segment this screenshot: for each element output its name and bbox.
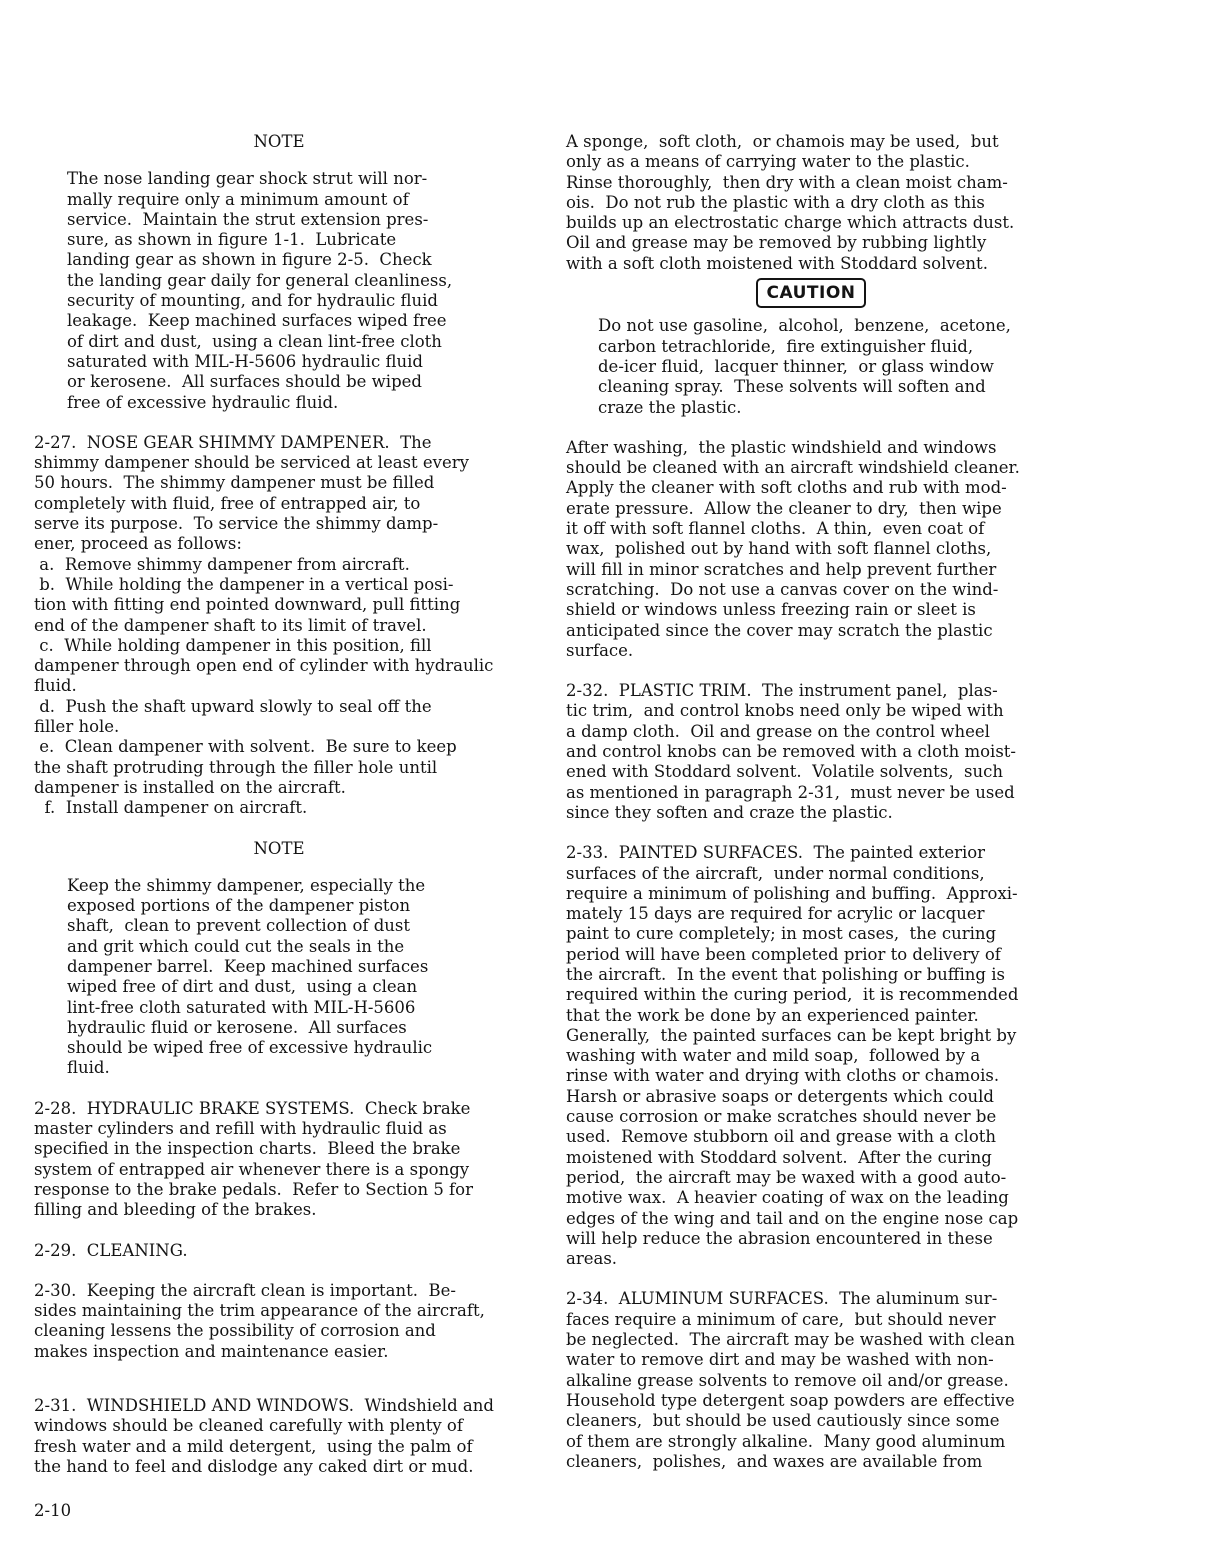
text-line: free of excessive hydraulic fluid.	[67, 392, 339, 412]
text-line: 2-29. CLEANING.	[34, 1240, 188, 1260]
text-line: edges of the wing and tail and on the engine nose cap	[566, 1208, 1019, 1228]
text-line: since they soften and craze the plastic.	[566, 802, 893, 822]
text-line: wiped free of dirt and dust, using a clean	[67, 977, 418, 997]
text-line: washing with water and mild soap, followed by a	[566, 1046, 981, 1066]
text-line: f. Install dampener on aircraft.	[34, 798, 308, 818]
text-line: 2-27. NOSE GEAR SHIMMY DAMPENER. The	[34, 432, 432, 452]
caution-label: CAUTION	[756, 278, 865, 308]
text-line: 2-28. HYDRAULIC BRAKE SYSTEMS. Check brake	[34, 1098, 471, 1118]
text-line: only as a means of carrying water to the plastic.	[566, 152, 970, 172]
text-line: a damp cloth. Oil and grease on the control wheel	[566, 721, 990, 741]
text-line: windows should be cleaned carefully with plenty of	[34, 1416, 463, 1436]
text-line: system of entrapped air whenever there is a spongy	[34, 1159, 470, 1179]
paragraph-2-31-continued	[566, 132, 1056, 274]
text-line: paint to cure completely; in most cases, the curing	[566, 924, 997, 944]
text-line: fluid.	[34, 676, 77, 696]
text-line: of dirt and dust, using a clean lint-free cloth	[67, 331, 442, 351]
text-line: cleaning lessens the possibility of corrosion and	[34, 1321, 436, 1341]
text-line: period will have been completed prior to delivery of	[566, 944, 1001, 964]
note-body	[67, 876, 524, 1079]
text-line: master cylinders and refill with hydraulic fluid as	[34, 1119, 447, 1139]
paragraph-2-31	[34, 1396, 524, 1477]
paragraph-2-34	[566, 1289, 1056, 1472]
text-line: Household type detergent soap powders are effective	[566, 1390, 1015, 1410]
paragraph-2-32	[566, 681, 1056, 823]
text-line: c. While holding dampener in this position, fill	[34, 635, 432, 655]
text-line: Keep the shimmy dampener, especially the	[67, 875, 426, 895]
text-line: alkaline grease solvents to remove oil and/or grease.	[566, 1370, 1009, 1390]
text-line: After washing, the plastic windshield and windows	[566, 437, 997, 457]
text-line: specified in the inspection charts. Bleed the brake	[34, 1139, 461, 1159]
paragraph-2-28	[34, 1099, 524, 1221]
text-line: the landing gear daily for general cleanliness,	[67, 270, 453, 290]
text-line: the shaft protruding through the filler hole until	[34, 757, 438, 777]
text-line: d. Push the shaft upward slowly to seal off the	[34, 696, 432, 716]
text-line: A sponge, soft cloth, or chamois may be used, but	[566, 132, 999, 151]
text-line: dampener barrel. Keep machined surfaces	[67, 956, 429, 976]
text-line: cleaning spray. These solvents will soften and	[598, 377, 986, 397]
text-line: security of mounting, and for hydraulic fluid	[67, 291, 438, 311]
paragraph-after-washing	[566, 438, 1056, 661]
text-line: sure, as shown in figure 1-1. Lubricate	[67, 230, 397, 250]
text-line: rinse with water and drying with cloths or chamois.	[566, 1066, 1000, 1086]
text-line: dampener is installed on the aircraft.	[34, 777, 346, 797]
note-heading: NOTE	[253, 132, 305, 151]
text-line: filling and bleeding of the brakes.	[34, 1200, 317, 1220]
text-line: wax, polished out by hand with soft flannel cloths,	[566, 539, 992, 559]
text-line: moistened with Stoddard solvent. After the curing	[566, 1147, 992, 1167]
text-line: and grit which could cut the seals in the	[67, 936, 405, 956]
text-line: scratching. Do not use a canvas cover on the wind-	[566, 579, 999, 599]
text-line: dampener through open end of cylinder with hydraulic	[34, 656, 494, 676]
text-line: used. Remove stubborn oil and grease with a cloth	[566, 1127, 997, 1147]
text-line: lint-free cloth saturated with MIL-H-5606	[67, 997, 416, 1017]
text-line: mately 15 days are required for acrylic or lacquer	[566, 904, 985, 924]
text-line: de-icer fluid, lacquer thinner, or glass window	[598, 356, 994, 376]
text-line: exposed portions of the dampener piston	[67, 896, 411, 916]
text-line: hydraulic fluid or kerosene. All surfaces	[67, 1017, 407, 1037]
text-line: it off with soft flannel cloths. A thin, even coat of	[566, 519, 985, 539]
caution-banner	[566, 278, 1056, 308]
paragraph-2-29	[34, 1241, 524, 1261]
text-line: surface.	[566, 640, 634, 660]
text-line: e. Clean dampener with solvent. Be sure to keep	[34, 737, 457, 757]
text-line: cause corrosion or make scratches should never be	[566, 1107, 997, 1127]
text-line: Rinse thoroughly, then dry with a clean moist cham-	[566, 172, 1008, 192]
text-line: 2-32. PLASTIC TRIM. The instrument panel, plas-	[566, 681, 998, 701]
note-heading: NOTE	[253, 838, 305, 858]
text-line: end of the dampener shaft to its limit of travel.	[34, 615, 427, 635]
text-line: 2-33. PAINTED SURFACES. The painted exterior	[566, 843, 986, 863]
text-line: service. Maintain the strut extension pres-	[67, 209, 429, 229]
text-line: mally require only a minimum amount of	[67, 189, 409, 209]
text-line: faces require a minimum of care, but should never	[566, 1309, 996, 1329]
text-line: sides maintaining the trim appearance of the aircraft,	[34, 1301, 485, 1321]
text-line: will fill in minor scratches and help prevent further	[566, 559, 997, 579]
text-line: should be cleaned with an aircraft windshield cleaner.	[566, 458, 1020, 478]
text-line: ois. Do not rub the plastic with a dry cloth as this	[566, 192, 985, 212]
text-line: fresh water and a mild detergent, using the palm of	[34, 1436, 473, 1456]
text-line: motive wax. A heavier coating of wax on the leading	[566, 1188, 1009, 1208]
text-line: makes inspection and maintenance easier.	[34, 1341, 389, 1361]
text-line: anticipated since the cover may scratch the plastic	[566, 620, 993, 640]
text-line: the aircraft. In the event that polishing or buffing is	[566, 964, 1005, 984]
text-line: Generally, the painted surfaces can be kept bright by	[566, 1025, 1017, 1045]
text-line: Harsh or abrasive soaps or detergents which could	[566, 1086, 994, 1106]
text-line: carbon tetrachloride, fire extinguisher fluid,	[598, 336, 974, 356]
text-line: cleaners, but should be used cautiously since some	[566, 1411, 1000, 1431]
text-line: erate pressure. Allow the cleaner to dry, then wipe	[566, 498, 1002, 518]
note-body	[67, 169, 524, 413]
text-line: The nose landing gear shock strut will nor-	[67, 169, 428, 189]
text-line: shimmy dampener should be serviced at least every	[34, 453, 469, 473]
text-line: 50 hours. The shimmy dampener must be filled	[34, 473, 435, 493]
text-line: the hand to feel and dislodge any caked dirt or mud.	[34, 1456, 474, 1476]
text-line: saturated with MIL-H-5606 hydraulic fluid	[67, 351, 423, 371]
text-line: ener, proceed as follows:	[34, 534, 242, 554]
text-line: water to remove dirt and may be washed with non-	[566, 1350, 994, 1370]
text-line: Do not use gasoline, alcohol, benzene, acetone,	[598, 316, 1011, 336]
text-line: shaft, clean to prevent collection of dust	[67, 916, 411, 936]
text-line: required within the curing period, it is recommended	[566, 985, 1019, 1005]
text-line: be neglected. The aircraft may be washed with clean	[566, 1330, 1015, 1350]
paragraph-2-33	[566, 843, 1056, 1269]
text-line: cleaners, polishes, and waxes are available from	[566, 1451, 983, 1471]
text-line: b. While holding the dampener in a vertical posi-	[34, 574, 454, 594]
text-line: as mentioned in paragraph 2-31, must never be used	[566, 782, 1015, 802]
text-line: 2-34. ALUMINUM SURFACES. The aluminum sur-	[566, 1289, 998, 1309]
paragraph-2-27	[34, 433, 524, 819]
text-line: surfaces of the aircraft, under normal conditions,	[566, 863, 985, 883]
text-line: or kerosene. All surfaces should be wiped	[67, 372, 422, 392]
text-line: will help reduce the abrasion encountered in these	[566, 1228, 993, 1248]
text-line: and control knobs can be removed with a cloth moist-	[566, 742, 1016, 762]
text-line: filler hole.	[34, 717, 120, 737]
text-line: of them are strongly alkaline. Many good aluminum	[566, 1431, 1006, 1451]
caution-body	[598, 316, 1056, 417]
text-line: a. Remove shimmy dampener from aircraft.	[34, 554, 410, 574]
text-line: shield or windows unless freezing rain or sleet is	[566, 600, 976, 620]
text-line: tion with fitting end pointed downward, pull fitting	[34, 595, 461, 615]
text-line: tic trim, and control knobs need only be wiped with	[566, 701, 1004, 721]
text-line: that the work be done by an experienced painter.	[566, 1005, 979, 1025]
page-number: 2-10	[34, 1501, 72, 1520]
text-line: craze the plastic.	[598, 397, 742, 417]
text-line: fluid.	[67, 1058, 110, 1078]
right-column	[566, 132, 1056, 1472]
text-line: require a minimum of polishing and buffing. Approxi-	[566, 883, 1018, 903]
text-line: response to the brake pedals. Refer to Section 5 for	[34, 1179, 473, 1199]
text-line: builds up an electrostatic charge which attracts dust.	[566, 213, 1015, 233]
text-line: landing gear as shown in figure 2-5. Check	[67, 250, 432, 270]
left-column	[34, 132, 524, 1477]
text-line: ened with Stoddard solvent. Volatile solvents, such	[566, 762, 1003, 782]
text-line: completely with fluid, free of entrapped air, to	[34, 493, 421, 513]
text-line: should be wiped free of excessive hydraulic	[67, 1038, 433, 1058]
text-line: leakage. Keep machined surfaces wiped free	[67, 311, 447, 331]
text-line: 2-31. WINDSHIELD AND WINDOWS. Windshield and	[34, 1396, 494, 1416]
text-line: 2-30. Keeping the aircraft clean is important. Be-	[34, 1280, 456, 1300]
text-line: Apply the cleaner with soft cloths and rub with mod-	[566, 478, 1007, 498]
text-line: period, the aircraft may be waxed with a good auto-	[566, 1167, 1007, 1187]
paragraph-2-30	[34, 1281, 524, 1362]
text-line: with a soft cloth moistened with Stoddard solvent.	[566, 253, 988, 273]
text-line: serve its purpose. To service the shimmy damp-	[34, 514, 439, 534]
text-line: Oil and grease may be removed by rubbing lightly	[566, 233, 987, 253]
text-line: areas.	[566, 1249, 618, 1269]
